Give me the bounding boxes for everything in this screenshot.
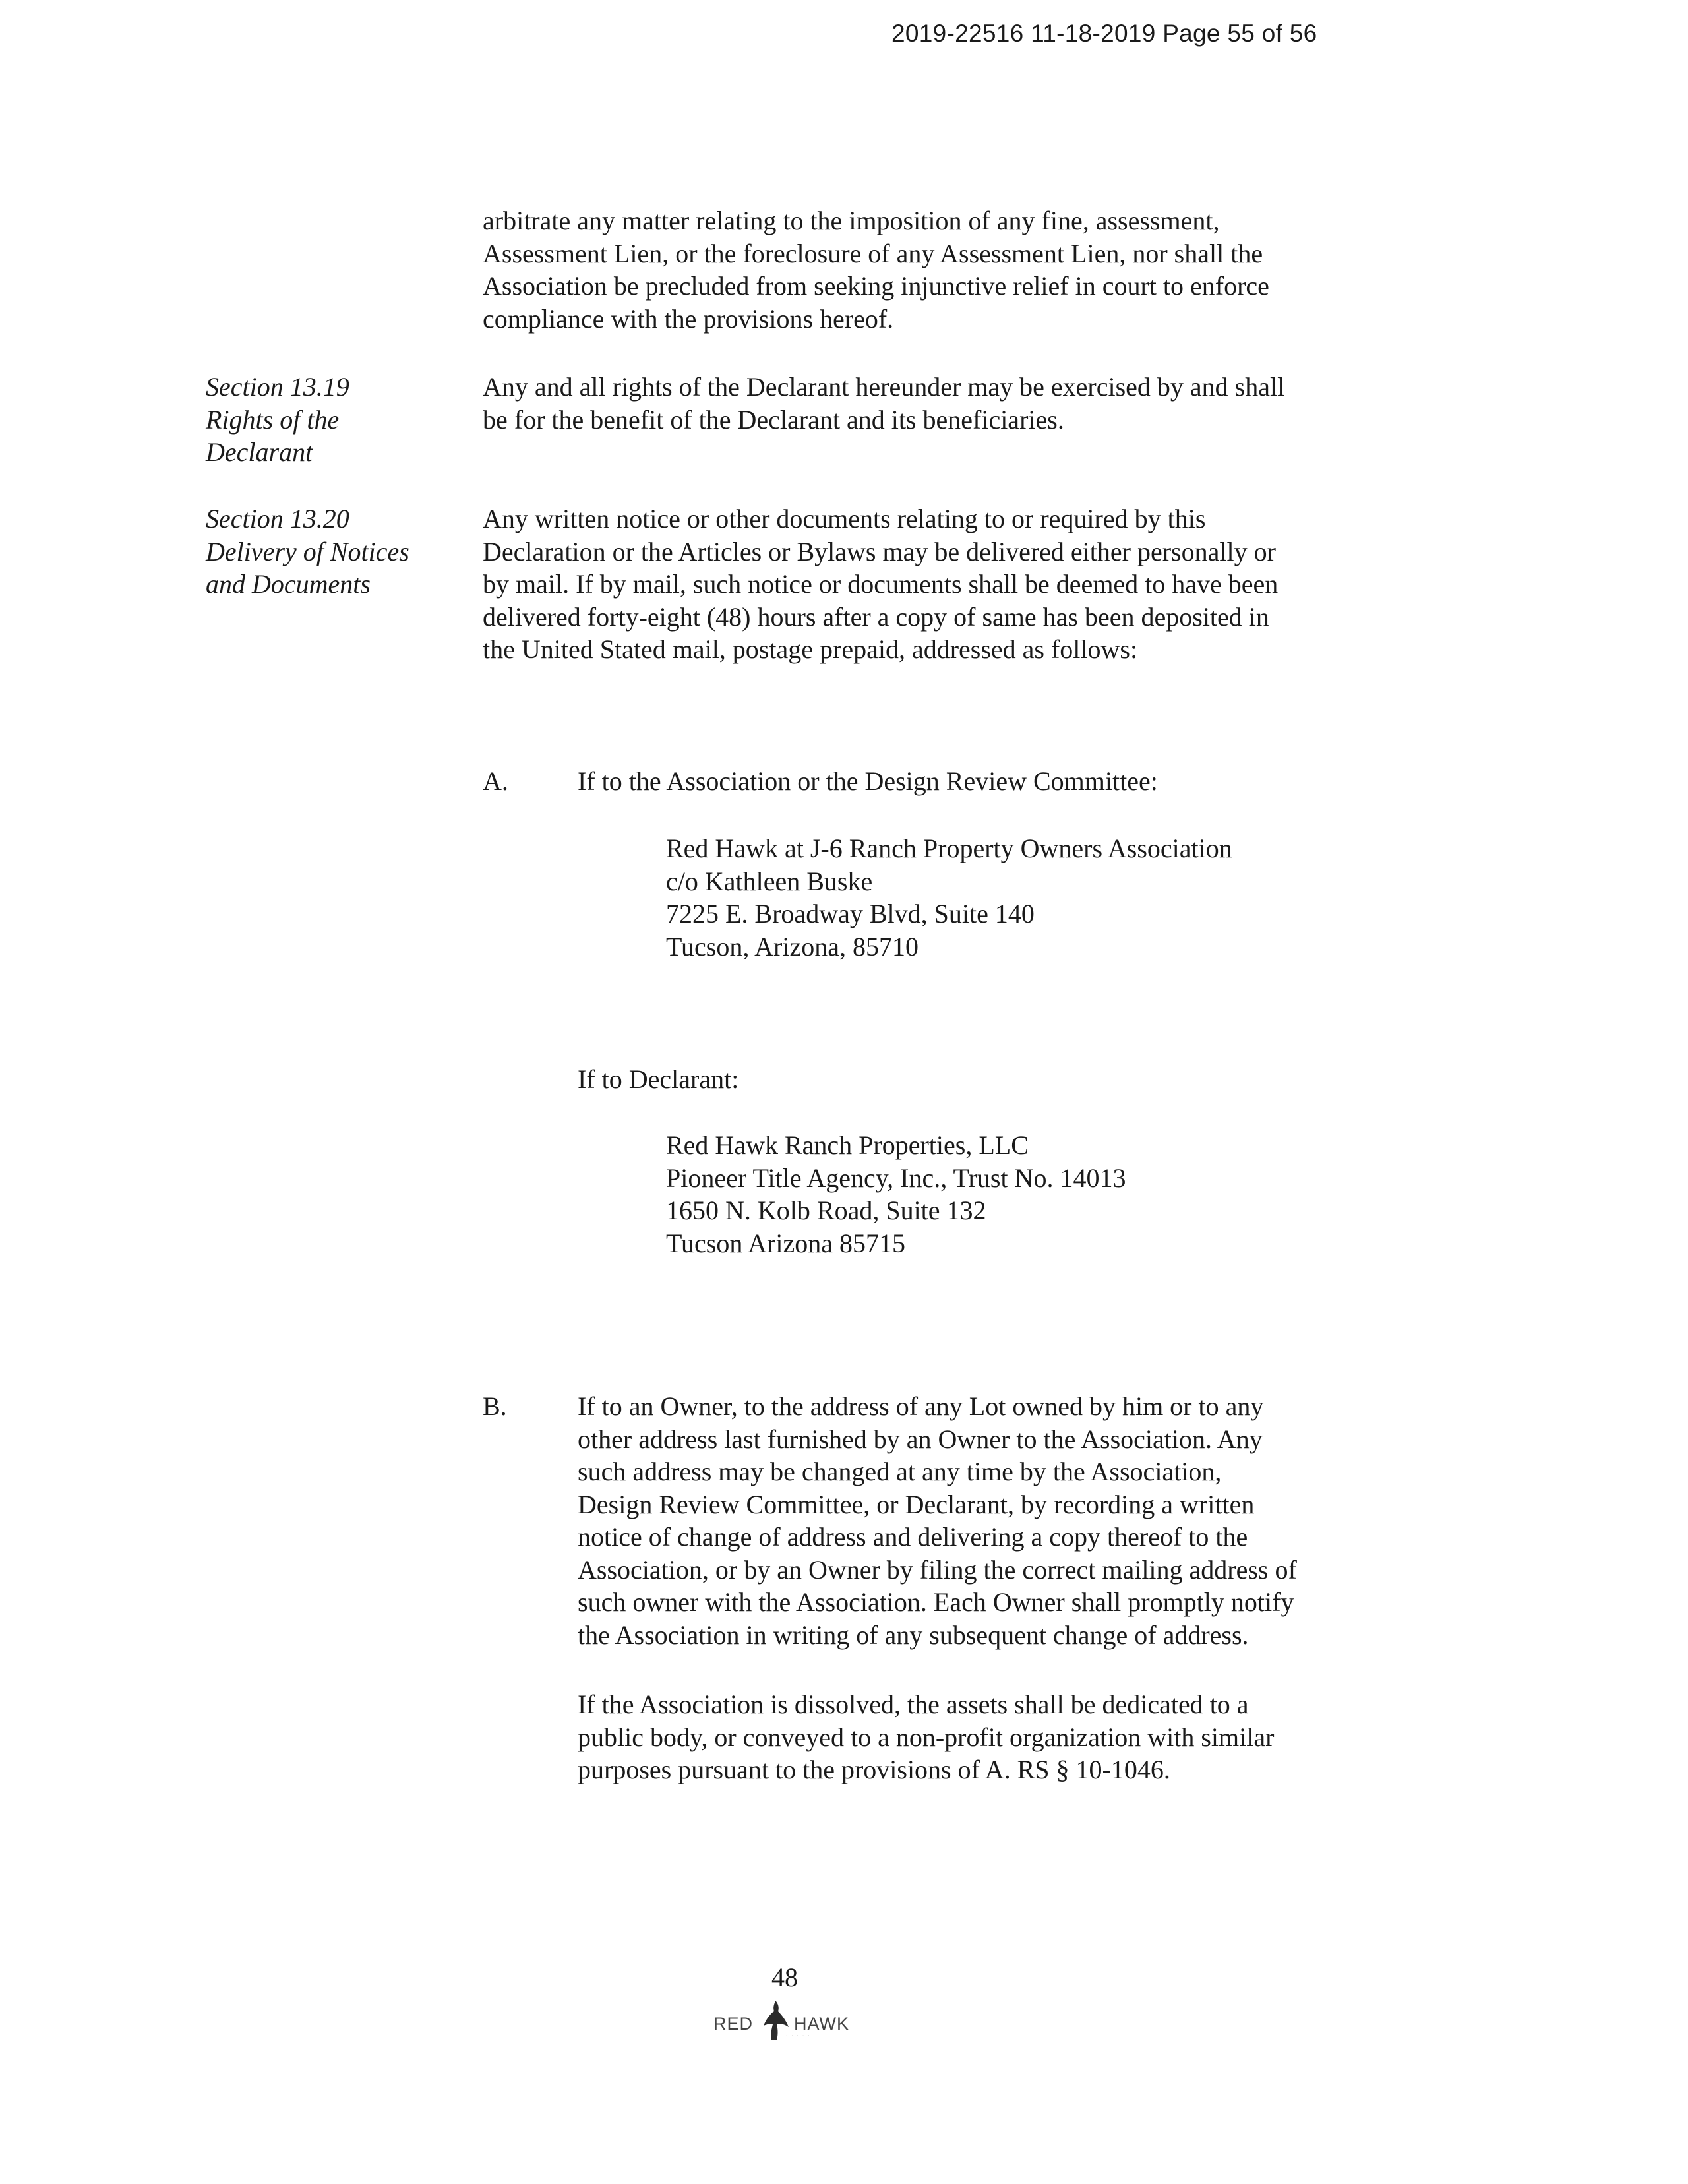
logo-text-right: HAWK [794,2014,849,2034]
text-line: notice of change of address and delivering a copy thereof to the [578,1522,1248,1552]
label-line: and Documents [206,569,371,599]
item-b-marker: B. [483,1391,507,1421]
address-line: Tucson, Arizona, 85710 [666,931,919,961]
intro-line: compliance with the provisions hereof. [483,303,894,334]
text-line: by mail. If by mail, such notice or documents shall be deemed to have been [483,569,1279,599]
recording-stamp: 2019-22516 11-18-2019 Page 55 of 56 [891,20,1317,47]
address-line: 1650 N. Kolb Road, Suite 132 [666,1196,986,1225]
text-line: Any written notice or other documents relating to or required by this [483,504,1206,533]
text-line: Any and all rights of the Declarant hereunder may be exercised by and shall [483,372,1285,402]
dissolution-paragraph [578,1688,1360,1786]
label-line: Section 13.20 [206,504,349,533]
section-13-20-text [483,502,1360,666]
logo-tagline: · · · · · [786,2034,811,2038]
label-line: Rights of the [206,404,340,435]
intro-line: Assessment Lien, or the foreclosure of any Assessment Lien, nor shall the [483,238,1263,268]
address-line: 7225 E. Broadway Blvd, Suite 140 [666,899,1035,928]
logo-text-full [707,1999,710,2000]
intro-line: Association be precluded from seeking injunctive relief in court to enforce [483,271,1269,301]
text-line: Association, or by an Owner by filing the correct mailing address of [578,1554,1297,1585]
text-line: such address may be changed at any time by the Association, [578,1457,1222,1486]
address-line: Red Hawk Ranch Properties, LLC [666,1130,1029,1160]
address-line: Pioneer Title Agency, Inc., Trust No. 14013 [666,1163,1126,1193]
text-line: If the Association is dissolved, the assets shall be dedicated to a [578,1689,1249,1719]
label-line: Delivery of Notices [206,536,409,566]
declarant-address [666,1129,1391,1259]
text-line: other address last furnished by an Owner to the Association. Any [578,1424,1263,1454]
text-line: be for the benefit of the Declarant and its beneficiaries. [483,404,1064,435]
logo-text-left: RED [713,2014,754,2034]
address-line: Red Hawk at J-6 Ranch Property Owners Association [666,834,1232,863]
section-13-19-text [483,371,1360,436]
address-line: Tucson Arizona 85715 [666,1228,905,1258]
intro-line: arbitrate any matter relating to the imposition of any fine, assessment, [483,206,1220,235]
text-line: Declaration or the Articles or Bylaws may be delivered either personally or [483,536,1276,566]
label-line: Declarant [206,437,313,467]
text-line: Design Review Committee, or Declarant, by recording a written [578,1489,1255,1519]
association-address [666,832,1391,963]
text-line: the Association in writing of any subsequent change of address. [578,1620,1249,1650]
text-line: public body, or conveyed to a non-profit organization with similar [578,1722,1275,1752]
address-line: c/o Kathleen Buske [666,866,873,896]
intro-paragraph [483,204,1360,335]
section-13-20-label [206,502,456,601]
section-13-19-label [206,371,456,469]
page-number: 48 [771,1962,798,1992]
text-line: delivered forty-eight (48) hours after a copy of same has been deposited in [483,601,1269,632]
red-hawk-logo [707,1999,872,2043]
text-line: purposes pursuant to the provisions of A. RS § 10-1046. [578,1755,1170,1784]
item-a-marker: A. [483,766,508,796]
item-b-text [578,1390,1360,1651]
text-line: such owner with the Association. Each Owner shall promptly notify [578,1587,1294,1617]
declarant-heading: If to Declarant: [578,1064,739,1094]
text-line: the United Stated mail, postage prepaid, addressed as follows: [483,634,1138,664]
label-line: Section 13.19 [206,372,349,402]
item-a-heading: If to the Association or the Design Review Committee: [578,766,1158,796]
text-line: If to an Owner, to the address of any Lot owned by him or to any [578,1391,1264,1421]
